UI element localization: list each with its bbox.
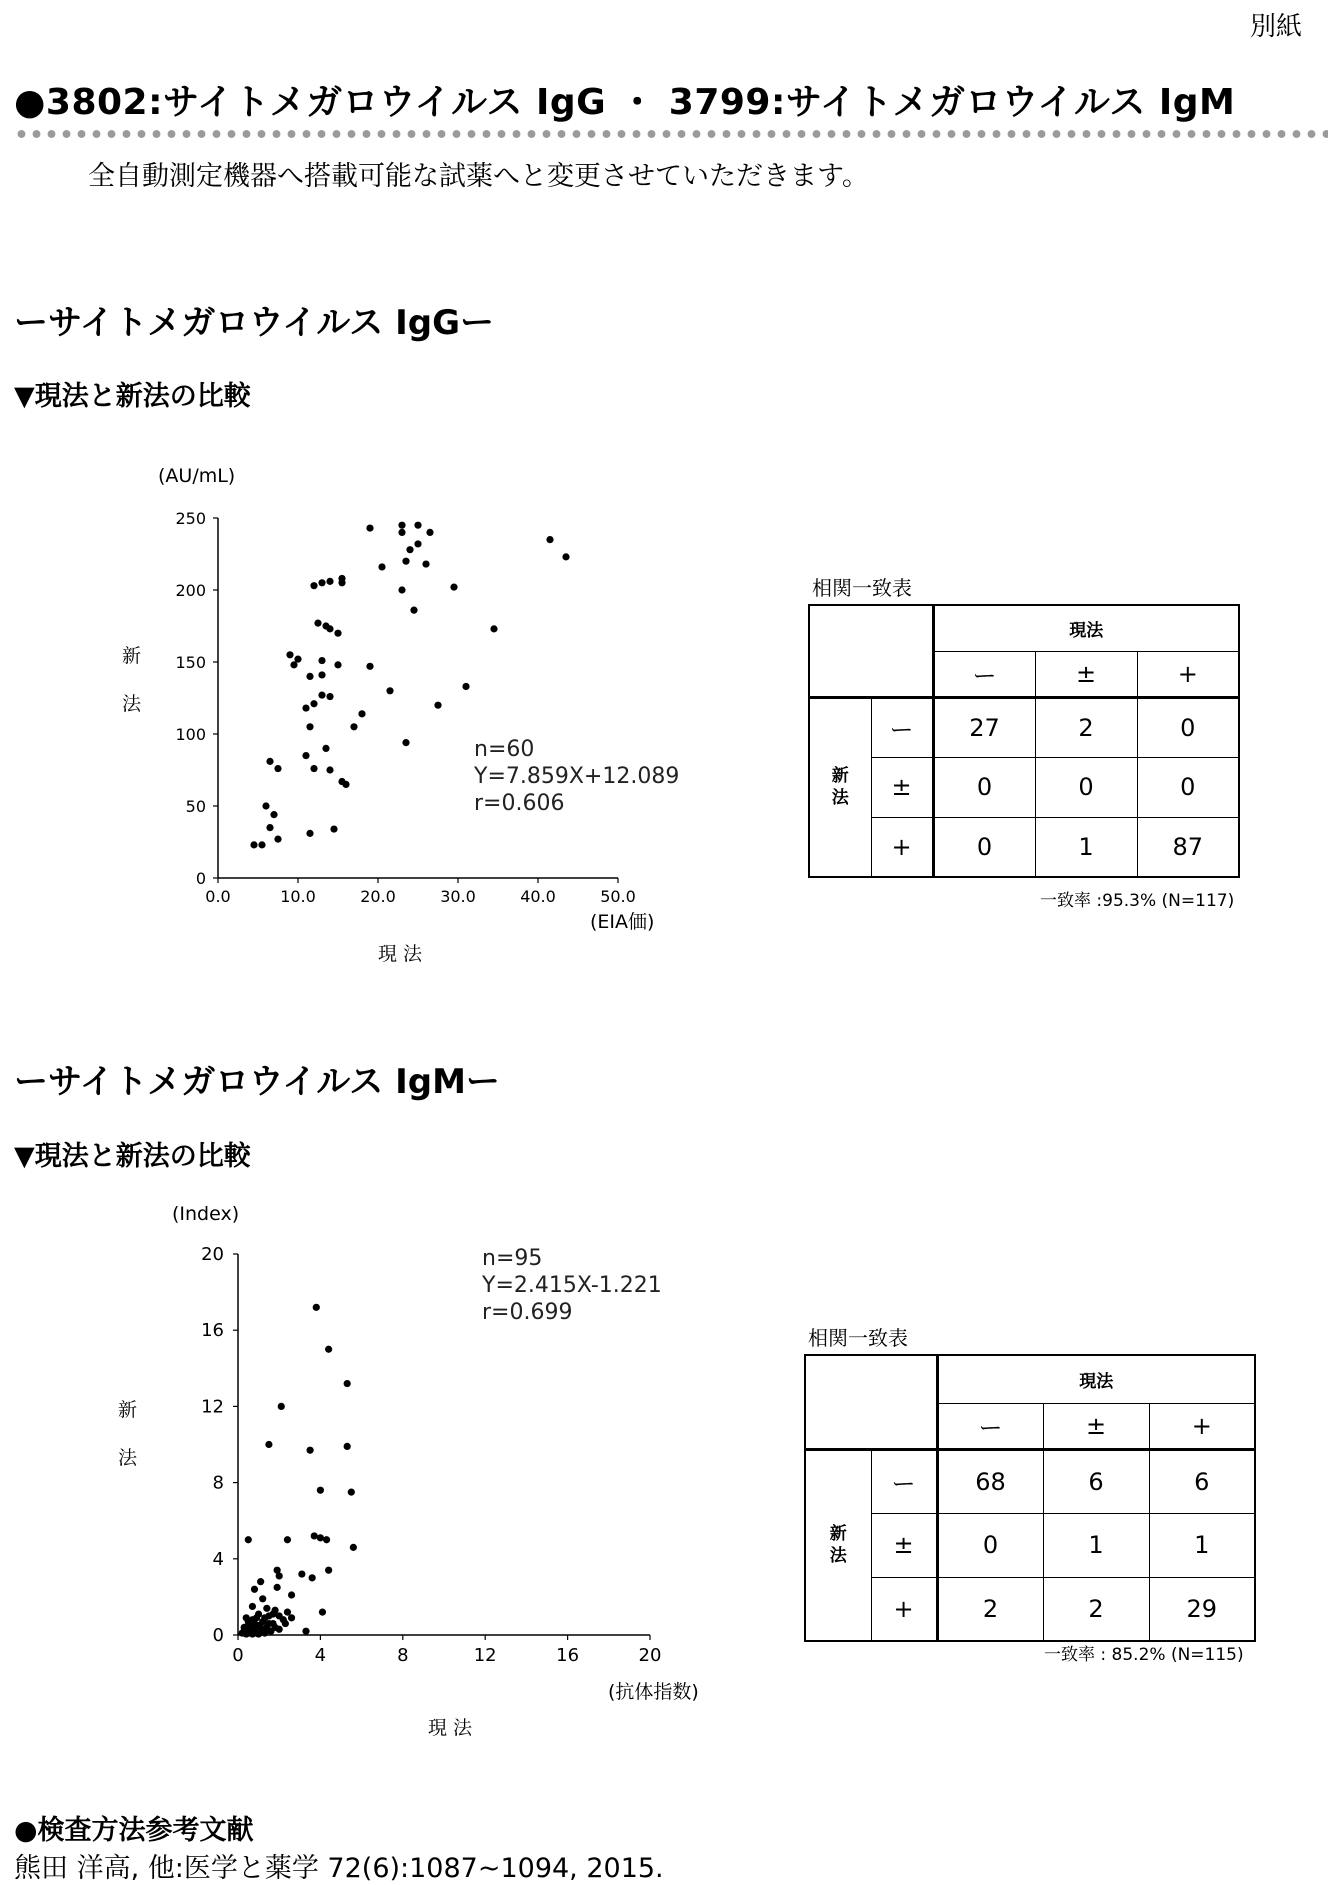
col-header: ± [1035,651,1137,697]
data-point [326,693,333,700]
table-cell: 1 [1035,817,1137,877]
data-point [288,1614,295,1621]
data-point [334,630,341,637]
y-axis-label-2: 法 [118,1447,138,1469]
table-cell: 0 [933,757,1035,817]
data-point [280,1616,287,1623]
data-point [310,765,317,772]
y-tick-label: 4 [212,1548,224,1570]
section-title-igg: ーサイトメガロウイルス IgGー [14,303,494,343]
agreement-rate-igg: 一致率 :95.3% (N=117) [1040,891,1235,911]
x-tick-label: 30.0 [440,887,476,906]
data-point [434,702,441,709]
row-group-header: 新 法 [809,697,871,877]
data-point [269,1610,276,1617]
y-unit-label: (AU/mL) [158,465,236,487]
col-header: ー [933,651,1035,697]
data-point [398,529,405,536]
data-point [314,620,321,627]
data-point [302,752,309,759]
table-cell: 68 [937,1449,1043,1513]
annotation-equation: Y=7.859X+12.089 [474,764,680,789]
data-point [318,579,325,586]
dotted-divider [14,128,1328,140]
y-tick-label: 50 [185,797,206,816]
x-tick-label: 20.0 [360,887,396,906]
x-tick-label: 40.0 [520,887,556,906]
table-cell: 2 [1035,697,1137,757]
x-axis-label: 現 法 [377,943,423,965]
data-point [267,1628,274,1635]
col-header: ー [937,1403,1043,1449]
y-tick-label: 20 [201,1244,224,1265]
data-point [294,656,301,663]
data-point [298,1570,305,1577]
page-title: ●3802:サイトメガロウイルス IgG ・ 3799:サイトメガロウイルス IgM [14,82,1236,123]
data-point [322,622,329,629]
data-point [257,1578,264,1585]
table-cell: 0 [1137,697,1239,757]
contingency-table-igm [804,1354,1256,1642]
col-header: + [1137,651,1239,697]
row-header: ± [871,757,933,817]
annotation-r: r=0.699 [482,1300,573,1325]
data-point [306,723,313,730]
col-group-header: 現法 [933,605,1239,651]
data-point [326,766,333,773]
row-header: + [871,1577,937,1641]
table-cell: 27 [933,697,1035,757]
contingency-table-igg [808,604,1240,878]
y-axis-label-2: 法 [122,693,142,715]
data-point [309,1574,316,1581]
table-title-igg: 相関一致表 [812,576,912,600]
y-tick-label: 0 [212,1625,224,1646]
data-point [562,553,569,560]
x-unit-label: (EIA価) [590,911,655,933]
data-point [350,723,357,730]
data-point [348,1489,355,1496]
data-point [450,584,457,591]
data-point [257,1624,264,1631]
data-point [263,1605,270,1612]
x-tick-label: 0.0 [205,887,231,906]
data-point [286,651,293,658]
row-header: + [871,817,933,877]
data-point [250,841,257,848]
data-point [310,582,317,589]
data-point [326,578,333,585]
x-tick-label: 10.0 [280,887,316,906]
x-unit-label: (抗体指数) [608,1681,699,1703]
data-point [344,1380,351,1387]
data-point [386,687,393,694]
scatter-chart-igg [100,460,740,980]
data-point [245,1536,252,1543]
data-point [344,1443,351,1450]
y-tick-label: 150 [175,653,206,672]
data-point [258,841,265,848]
references-heading: ●検査方法参考文献 [14,1815,254,1846]
data-point [274,765,281,772]
col-header: + [1149,1403,1255,1449]
data-point [334,661,341,668]
data-point [317,1534,324,1541]
table-cell: 0 [937,1513,1043,1577]
data-point [288,1591,295,1598]
data-point [322,745,329,752]
data-point [259,1595,266,1602]
data-point [325,1346,332,1353]
y-tick-label: 200 [175,581,206,600]
row-header: ± [871,1513,937,1577]
data-point [266,824,273,831]
y-tick-label: 16 [201,1320,224,1342]
data-point [317,1487,324,1494]
data-point [262,802,269,809]
data-point [239,1629,246,1636]
x-tick-label: 0 [232,1645,244,1666]
table-cell: 6 [1149,1449,1255,1513]
data-point [319,1609,326,1616]
data-point [313,1304,320,1311]
data-point [462,683,469,690]
table-cell: 0 [1035,757,1137,817]
data-point [284,1536,291,1543]
data-point [398,522,405,529]
data-point [330,825,337,832]
data-point [270,811,277,818]
intro-text: 全自動測定機器へ搭載可能な試薬へと変更させていただきます。 [88,161,869,192]
data-point [274,836,281,843]
data-point [306,673,313,680]
data-point [366,524,373,531]
table-cell: 1 [1149,1513,1255,1577]
data-point [307,1447,314,1454]
x-axis-label: 現 法 [427,1717,473,1738]
annotation-r: r=0.606 [474,791,565,816]
row-header: ー [871,1449,937,1513]
agreement-rate-igm: 一致率 : 85.2% (N=115) [1044,1645,1244,1665]
table-cell: 1 [1043,1513,1149,1577]
data-point [276,1572,283,1579]
data-point [402,558,409,565]
x-tick-label: 16 [556,1645,580,1666]
annotation-n: n=95 [482,1246,543,1271]
y-axis-label-1: 新 [118,1399,138,1421]
row-header: ー [871,697,933,757]
table-cell: 29 [1149,1577,1255,1641]
annex-label: 別紙 [1249,12,1302,42]
data-point [406,546,413,553]
table-cell: 2 [937,1577,1043,1641]
data-point [426,529,433,536]
y-tick-label: 12 [201,1396,224,1418]
data-point [266,758,273,765]
data-point [265,1441,272,1448]
data-point [325,1567,332,1574]
data-point [255,1630,262,1637]
data-point [318,657,325,664]
table-cell: 2 [1043,1577,1149,1641]
data-point [490,625,497,632]
data-point [402,739,409,746]
y-tick-label: 0 [195,869,206,888]
data-point [302,704,309,711]
data-point [414,540,421,547]
y-tick-label: 250 [175,509,206,528]
row-group-header: 新 法 [805,1449,871,1641]
data-point [251,1586,258,1593]
data-point [342,781,349,788]
data-point [378,563,385,570]
data-point [350,1544,357,1551]
references-citation: 熊田 洋高, 他:医学と薬学 72(6):1087~1094, 2015. [14,1853,664,1884]
col-group-header: 現法 [937,1355,1255,1403]
data-point [414,522,421,529]
data-point [422,560,429,567]
data-point [261,1614,268,1621]
table-cell: 0 [1137,757,1239,817]
data-point [247,1620,254,1627]
col-header: ± [1043,1403,1149,1449]
data-point [302,1628,309,1635]
data-point [318,671,325,678]
data-point [318,692,325,699]
data-point [358,710,365,717]
annotation-equation: Y=2.415X-1.221 [482,1273,662,1298]
table-cell: 87 [1137,817,1239,877]
data-point [410,607,417,614]
y-axis-label-1: 新 [122,645,142,667]
data-point [249,1603,256,1610]
data-point [311,1532,318,1539]
data-point [366,663,373,670]
x-tick-label: 4 [314,1645,327,1666]
x-tick-label: 20 [638,1645,662,1666]
data-point [398,586,405,593]
x-tick-label: 12 [473,1645,497,1666]
data-point [278,1403,285,1410]
y-unit-label: (Index) [172,1203,240,1225]
data-point [310,700,317,707]
table-cell: 0 [933,817,1035,877]
data-point [323,1536,330,1543]
y-tick-label: 8 [212,1472,224,1494]
data-point [338,579,345,586]
x-tick-label: 8 [397,1645,409,1666]
annotation-n: n=60 [474,737,535,762]
section-title-igm: ーサイトメガロウイルス IgMー [14,1062,500,1102]
table-title-igm: 相関一致表 [808,1326,908,1350]
section-subtitle-igg: ▼現法と新法の比較 [14,381,251,412]
y-tick-label: 100 [175,725,206,744]
section-subtitle-igm: ▼現法と新法の比較 [14,1141,251,1172]
data-point [276,1626,283,1633]
data-point [306,830,313,837]
table-cell: 6 [1043,1449,1149,1513]
scatter-chart-igm [100,1198,740,1738]
data-point [546,536,553,543]
data-point [274,1584,281,1591]
x-tick-label: 50.0 [600,887,636,906]
